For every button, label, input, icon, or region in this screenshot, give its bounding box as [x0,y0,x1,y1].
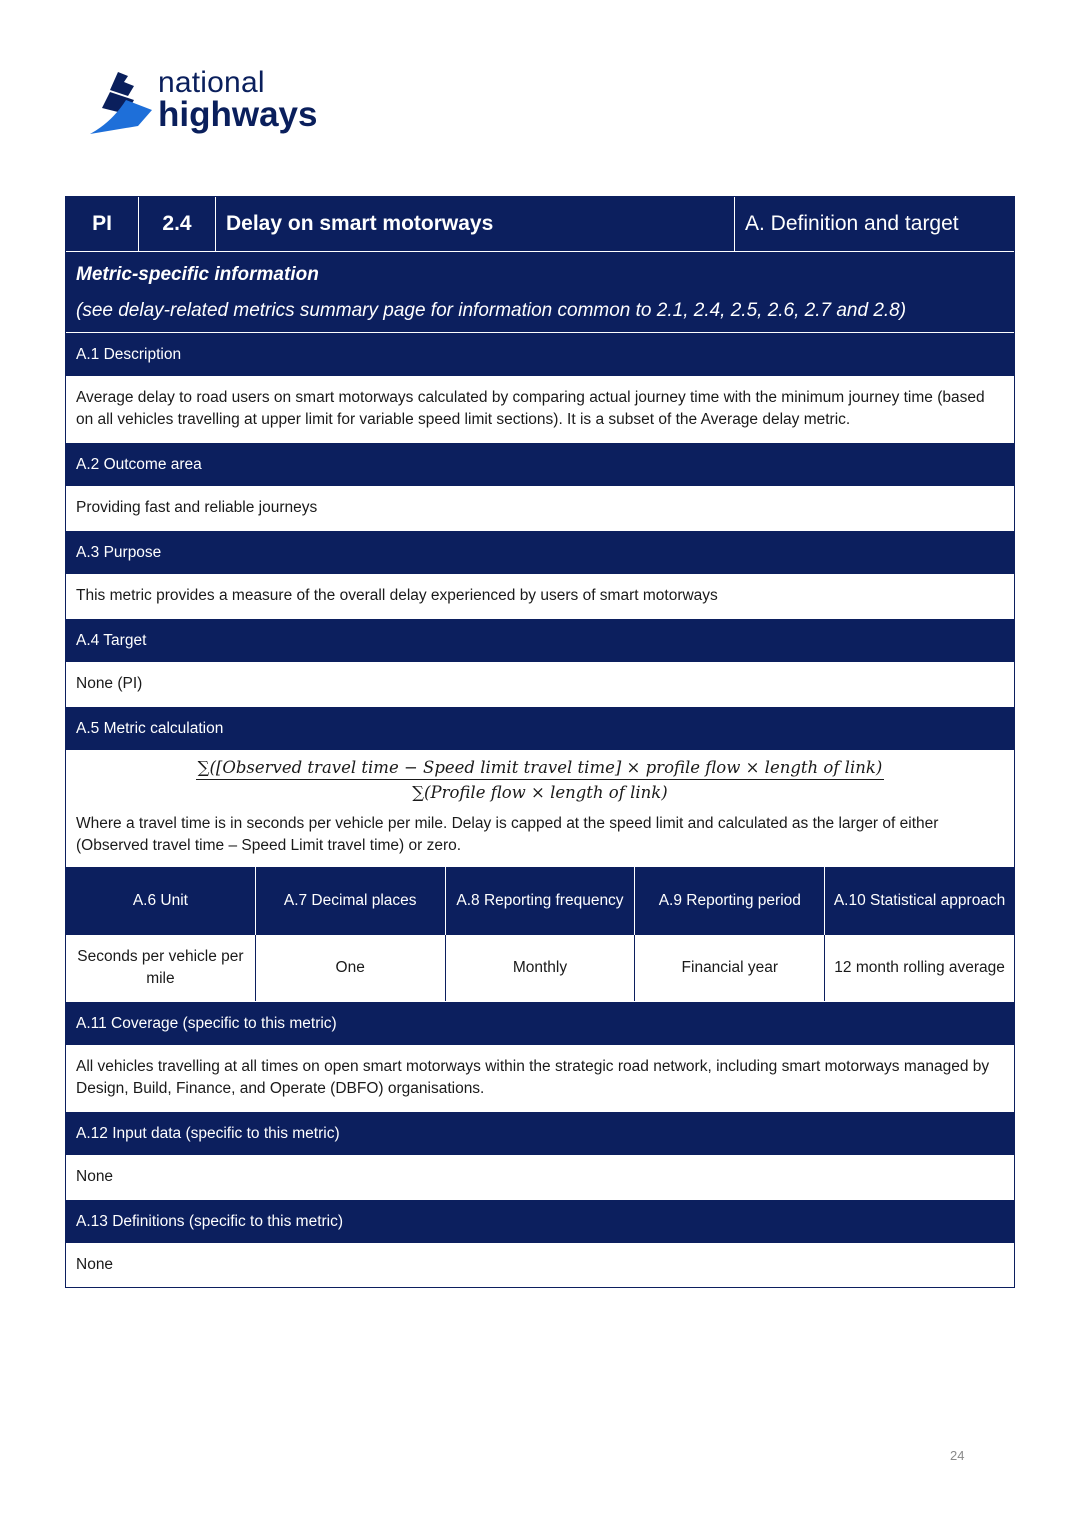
logo-word-national: national [158,66,265,99]
reporting-frequency-value: Monthly [446,935,636,1001]
a12-label: A.12 Input data (specific to this metric) [66,1111,1014,1155]
page-number: 24 [950,1448,965,1463]
a11-label: A.11 Coverage (specific to this metric) [66,1001,1014,1045]
header-metric-title: Delay on smart motorways [216,197,735,251]
decimal-places-value: One [256,935,446,1001]
header-section: A. Definition and target [745,212,959,235]
metric-info-note: (see delay-related metrics summary page for information common to 2.1, 2.4, 2.5, 2.6, 2.7 and 2.8) [76,300,907,321]
highways-swoosh-icon [88,70,154,136]
a3-purpose-text: This metric provides a measure of the overall delay experienced by users of smart motorways [66,574,1014,618]
attributes-value-row [66,935,1014,1001]
statistical-approach-header: A.10 Statistical approach [833,892,1006,909]
a4-label: A.4 Target [66,618,1014,662]
metric-info-title: Metric-specific information [76,264,319,285]
a13-definitions-text: None [66,1243,1014,1287]
a1-description-text: Average delay to road users on smart motorways calculated by comparing actual journey time with the minimum journey time (based on all vehicles travelling at upper limit for variable speed limit sections). It is a subset of the Average delay metric. [66,376,1014,442]
formula-fraction [196,758,885,802]
unit-header: A.6 Unit [66,867,256,935]
a4-target-text: None (PI) [66,662,1014,706]
reporting-period-value: Financial year [635,935,825,1001]
attributes-header-row [66,867,1014,935]
unit-value: Seconds per vehicle per mile [66,935,256,1001]
national-highways-logo [88,68,328,140]
statistical-approach-value: 12 month rolling average [834,959,1005,976]
logo-word-highways: highways [158,95,318,134]
decimal-places-header: A.7 Decimal places [256,867,446,935]
reporting-frequency-header: A.8 Reporting frequency [446,867,636,935]
a5-label: A.5 Metric calculation [66,706,1014,750]
formula-denominator: ∑(Profile flow × length of link) [412,783,668,802]
table-header-row [66,197,1014,251]
a2-outcome-text: Providing fast and reliable journeys [66,486,1014,530]
a11-coverage-text: All vehicles travelling at all times on open smart motorways within the strategic road network, including smart motorways managed by Design, Build, Finance, and Operate (DBFO) organisations. [66,1045,1014,1111]
a13-label: A.13 Definitions (specific to this metric) [66,1199,1014,1243]
header-metric-number: 2.4 [139,197,216,251]
metric-definition-table [65,196,1015,1288]
metric-formula [66,750,1014,803]
reporting-period-header: A.9 Reporting period [635,867,825,935]
header-pi: PI [66,197,139,251]
formula-numerator: ∑([Observed travel time − Speed limit travel time] × profile flow × length of link) [196,758,885,780]
a5-calculation-text: Where a travel time is in seconds per vehicle per mile. Delay is capped at the speed limit and calculated as the larger of either (Observed travel time – Speed Limit travel time) or zero. [76,815,939,854]
a12-input-data-text: None [66,1155,1014,1199]
a2-label: A.2 Outcome area [66,442,1014,486]
metric-info-block [66,251,1014,332]
a1-label: A.1 Description [66,332,1014,376]
a3-label: A.3 Purpose [66,530,1014,574]
